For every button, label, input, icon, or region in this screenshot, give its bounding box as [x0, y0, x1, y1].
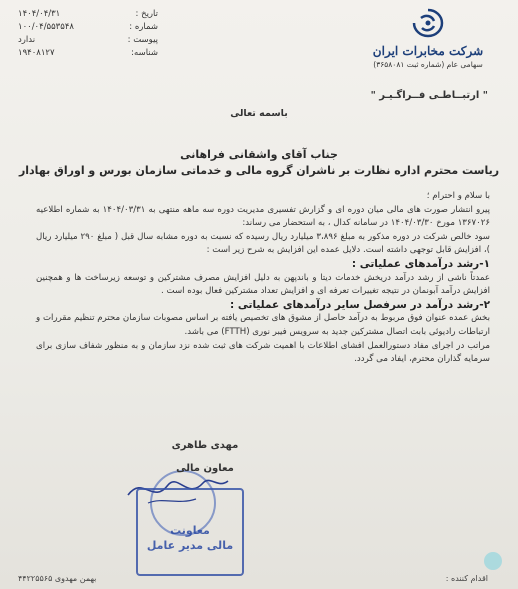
letter-body: [36, 190, 490, 367]
meta-attachment-value: ندارد: [18, 35, 36, 45]
section-1-title: ۱-رشد درآمدهای عملیاتی :: [351, 257, 490, 270]
watermark-icon: [484, 552, 502, 570]
signature-block: [150, 440, 260, 474]
footer-action-value: بهمن مهدوی ۴۴۲۲۵۵۶۵: [18, 574, 97, 583]
stamp-line-1: معاونت: [170, 524, 210, 537]
meta-id-row: [18, 47, 158, 60]
meta-date-row: [18, 8, 158, 21]
letter-meta: [18, 8, 158, 60]
company-name: شرکت مخابرات ایران: [372, 44, 484, 58]
signatory-name: مهدی طاهری: [171, 440, 239, 451]
meta-number-row: [18, 21, 158, 34]
company-logo: [368, 8, 488, 69]
paragraph-3: عمدتاً ناشی از رشد درآمد دریخش خدمات دیتا و باندپهن به دلیل افزایش مصرف مشترکین و توسعه زیرساخت ها و همچنین افزایش درآمد آبونمان در نتیجه تغییرات تعرفه ای و افزایش تعداد مشترکین فعال بوده است .: [36, 272, 490, 297]
department-stamp: [136, 488, 244, 576]
signatory-position: معاون مالی: [176, 463, 234, 474]
motto: " ارتبــاطـی فــراگـیـر ": [370, 90, 488, 101]
meta-date-value: ۱۴۰۴/۰۴/۳۱: [18, 9, 61, 19]
greeting: با سلام و احترام ؛: [426, 191, 490, 201]
paragraph-4: بخش عمده عنوان فوق مربوط به درآمد حاصل از مشوق های تخصیص یافته بر اساس مصوبات سازمان محترم تنظیم مقررات و ارتباطات رادیوئی بابت اتصال مشترکین جدید به سرویس فیبر نوری (FTTH) می باشد.: [36, 313, 490, 337]
paragraph-5: مراتب در اجرای مفاد دستورالعمل افشای اطلاعات با اهمیت شرکت های ثبت شده نزد سازمان و به منظور شفاف سازی برای سرمایه گذاران محترم، ایفاد می گردد.: [36, 340, 490, 365]
stamp-line-2: مالی مدیر عامل: [146, 539, 234, 552]
meta-attachment-label: پیوست :: [127, 35, 158, 45]
meta-attachment-row: [18, 34, 158, 47]
meta-number-value: ۱۰۰/۰۴/۵۵۳۵۴۸: [18, 22, 74, 32]
meta-number-label: شماره :: [129, 22, 158, 32]
addressee-name: جناب آقای واشقانی فراهانی: [180, 148, 338, 161]
section-2-title: ۲-رشد درآمد در سرفصل سایر درآمدهای عملیاتی :: [230, 298, 490, 311]
company-registration: سهامی عام (شماره ثبت ۳۶۵۸۰۸۱): [373, 60, 483, 69]
paragraph-2: سود خالص شرکت در دوره مذکور به مبلغ ۳،۸۹۶ میلیارد ریال رسیده که نسبت به دوره مشابه سال قبل ( مبلغ ۲۹۰ میلیارد ریال )، افزایش قابل توجهی داشته است. دلایل عمده این افزایش به شرح زیر است :: [36, 231, 490, 256]
meta-id-value: ۱۹۴۰۸۱۲۷: [18, 48, 55, 58]
paragraph-1: پیرو انتشار صورت های مالی میان دوره ای و گزارش تفسیری مدیریت دوره سه ماهه منتهی به ۱۴۰۴/۰۳/۳۱ به شماره اطلاعیه ۱۳۶۷۰۲۶ مورخ ۱۴۰۴/۰۳/۳۰ در سامانه کدال ، به استحضار می رساند:: [36, 204, 490, 229]
addressee-title: ریاست محترم اداره نظارت بر ناشران گروه مالی و خدماتی سازمان بورس و اوراق بهادار: [18, 164, 500, 177]
invocation-heading: باسمه تعالی: [230, 108, 288, 119]
letter-footer: [18, 574, 488, 583]
meta-id-label: شناسه:: [131, 48, 158, 58]
meta-date-label: تاریخ :: [135, 9, 158, 19]
tci-logo-icon: [406, 8, 450, 38]
footer-action-label: اقدام کننده :: [445, 574, 488, 583]
